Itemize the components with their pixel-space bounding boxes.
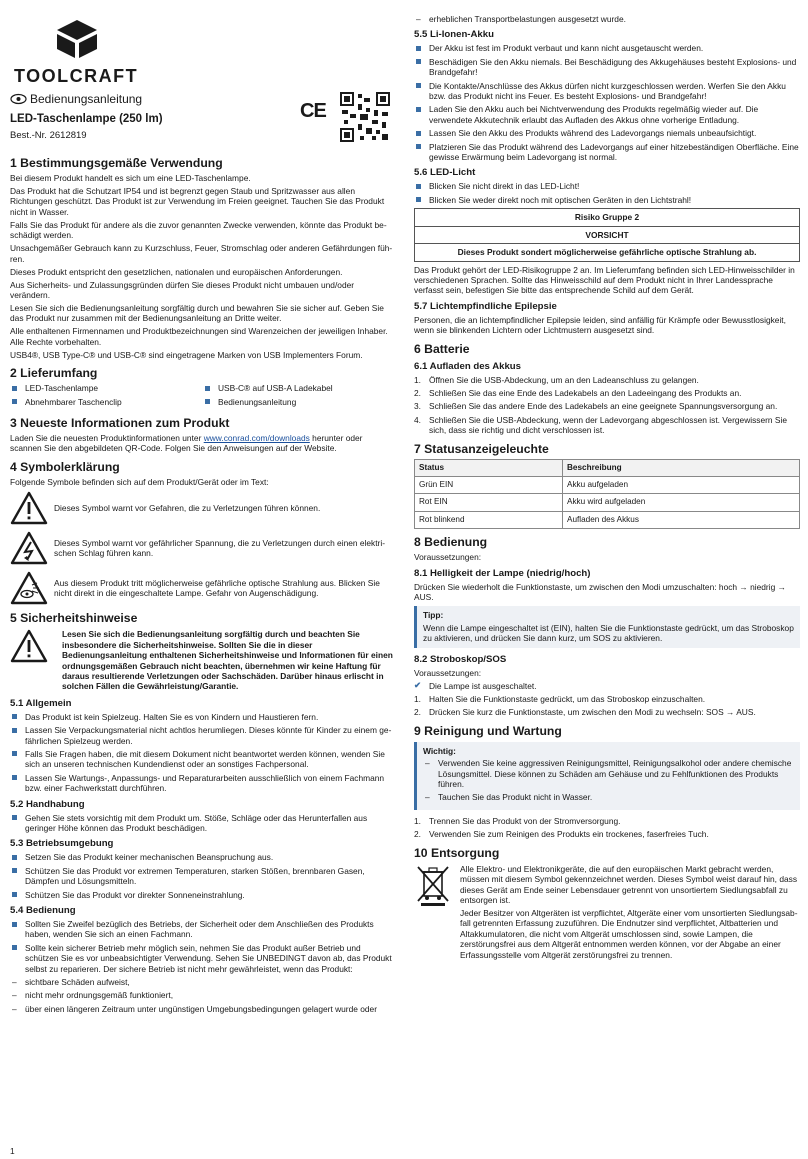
list-item: Falls Sie Fragen haben, die mit diesem Dokument nicht beantwortet werden können, wenden Sie sich an unseren technischen Kundendienst oder an sonstiges Fachpersonal. [10, 749, 396, 770]
section-8-2-title: 8.2 Stroboskop/SOS [414, 653, 507, 665]
s54-list [10, 919, 396, 974]
s1-para: Lesen Sie sich die Bedienungsanleitung sorgfältig durch und bewahren Sie sie sicher auf. Geben Sie das Produkt nur zusammen mit der Bedienungsanleitung an Dritte weiter. [10, 303, 384, 324]
symbol-desc: Dieses Symbol warnt vor Gefahren, die zu Verletzungen führen können. [54, 503, 321, 514]
section-10-title: 10 Entsorgung [414, 845, 500, 860]
list-item: – Tauchen Sie das Produkt nicht in Wasser. [425, 792, 593, 803]
list-item: Blicken Sie nicht direkt in das LED-Licht! [414, 181, 800, 191]
disposal-row [414, 864, 800, 963]
section-5-5-title: 5.5 Li-Ionen-Akku [414, 29, 494, 41]
list-item: 1. Öffnen Sie die USB-Abdeckung, um an den Ladeanschluss zu gelangen. [414, 374, 699, 385]
section-4 [10, 460, 396, 605]
s1-para: Falls Sie das Produkt für andere als die zuvor genannten Zwecke verwenden, könnte das Produkt beschädigt werden. [10, 219, 387, 241]
list-item: Laden Sie den Akku auch bei Nichtverwendung des Produkts regelmäßig wieder auf. Die verwendete Akkutechnik erlaubt das Aufladen des Akkus ohne vorherige Entladung. [414, 104, 800, 125]
symbol-row [10, 491, 396, 525]
list-item: Sollte kein sicherer Betrieb mehr möglich sein, nehmen Sie das Produkt außer Betrieb und schützen Sie es vor unbeabsichtigter Verwendung. Sehen Sie UNBEDINGT davon ab, das Produkt selbst zu reparieren. Der sichere Betrieb ist nicht mehr gewährleistet, wenn das Produkt: [10, 943, 396, 974]
list-item: – über einen längeren Zeitraum unter ungünstigen Umgebungsbedingungen gelagert wurde oder [12, 1003, 377, 1014]
table-header: Status [415, 459, 563, 476]
crossed-bin-icon [414, 864, 452, 906]
s9-steps [414, 816, 800, 840]
list-item: – erheblichen Transportbelastungen ausgesetzt wurde. [416, 14, 626, 24]
delivery-list [10, 383, 396, 410]
section-1 [10, 156, 396, 360]
symbol-row [10, 531, 396, 565]
table-cell: Akku wird aufgeladen [563, 494, 800, 511]
brand-header [10, 0, 396, 92]
table-header: Beschreibung [563, 459, 800, 476]
risk-para: Das Produkt gehört der LED-Risikogruppe 2 an. Im Lieferumfang befinden sich LED-Hinweisschilder in verschiedenen Sprachen. Sollte das Hinweisschild auf dem Produkt nicht in Ihrer Landessprache verfasst sein, befestigen Sie bitte das entsprechende Schild auf dem Gerät. [414, 264, 795, 296]
list-item: Bedienungsanleitung [203, 397, 396, 407]
downloads-link[interactable]: www.conrad.com/downloads [203, 433, 310, 444]
list-item: Schützen Sie das Produkt vor direkter Sonneneinstrahlung. [10, 890, 396, 900]
section-5-title: 5 Sicherheitshinweise [10, 611, 138, 626]
list-item: 4. Schließen Sie die USB-Abdeckung, wenn der Ladevorgang abgeschlossen ist. Vergewissern Sie sich, dass sie richtig und dicht verschlossen ist. [414, 414, 788, 436]
table-header-row [415, 459, 800, 476]
qr-code-icon [340, 92, 390, 142]
table-cell: Rot EIN [415, 494, 563, 511]
table-cell: Aufladen des Akkus [563, 511, 800, 528]
symbol-desc: Dieses Symbol warnt vor gefährlicher Spannung, die zu Verletzungen durch einen elektrischen Schlag führen kann. [54, 537, 386, 559]
table-row [415, 476, 800, 493]
list-item: Der Akku ist fest im Produkt verbaut und kann nicht ausgetauscht werden. [414, 43, 800, 53]
list-item: 2. Drücken Sie kurz die Funktionstaste, um zwischen den Modi zu wechseln: SOS → AUS. [414, 707, 756, 718]
list-item: Sollten Sie Zweifel bezüglich des Betriebs, der Sicherheit oder dem Anschließen des Produkts haben, wenden Sie sich an einen Fachmann. [10, 919, 396, 940]
s52-list [10, 813, 396, 834]
warning-triangle-icon [10, 629, 48, 663]
section-2-title: 2 Lieferumfang [10, 366, 98, 381]
section-2 [10, 366, 396, 410]
table-cell: Grün EIN [415, 476, 563, 493]
table-row [415, 494, 800, 511]
list-item: Die Kontakte/Anschlüsse des Akkus dürfen nicht kurzgeschlossen werden. Werfen Sie den Akku bzw. das Produkt nicht ins Feuer. Es besteht Explosions- und Brandgefahr! [414, 81, 800, 102]
section-5-1-title: 5.1 Allgemein [10, 697, 72, 709]
brand-name: TOOLCRAFT [14, 66, 139, 86]
s1-para: Bei diesem Produkt handelt es sich um eine LED-Taschenlampe. [10, 173, 251, 183]
section-5-3-title: 5.3 Betriebsumgebung [10, 838, 114, 850]
tip-box [414, 606, 800, 647]
list-item: Lassen Sie Wartungs-, Anpassungs- und Reparaturarbeiten ausschließlich von einem Fachmann bzw. einer Fachwerkstatt durchführen. [10, 773, 396, 794]
high-voltage-icon [10, 531, 48, 565]
list-item: Lassen Sie Verpackungsmaterial nicht achtlos herumliegen. Dieses könnte für Kinder zu einem gefährlichen Spielzeug werden. [10, 725, 396, 746]
risk-caution-label: VORSICHT [415, 227, 799, 244]
list-item: Lassen Sie den Akku des Produkts während des Ladevorgangs niemals unbeaufsichtigt. [414, 128, 800, 138]
symbol-row [10, 571, 396, 605]
ce-mark: CE [300, 100, 326, 122]
section-4-title: 4 Symbolerklärung [10, 459, 120, 474]
risk-text: Dieses Produkt sondert möglicherweise gefährliche optische Strahlung ab. [457, 247, 757, 258]
s1-para: USB4®, USB Type-C® und USB-C® sind eingetragene Marken von USB Implementers Forum. [10, 349, 363, 360]
symbol-desc: Aus diesem Produkt tritt möglicherweise gefährliche optische Strahlung aus. Blicken Sie nicht direkt in die eingeschaltete Lampe. Gefahr von Augenschädigung. [54, 577, 380, 599]
list-item: – sichtbare Schäden aufweist, [12, 977, 130, 988]
table-cell: Akku aufgeladen [563, 476, 800, 493]
table-cell: Rot blinkend [415, 511, 563, 528]
s61-steps [414, 375, 800, 436]
s3-para: Laden Sie die neuesten Produktinformationen unter www.conrad.com/downloads herunter oder scannen Sie den abgebildeten QR-Code. Folgen Sie den Anweisungen auf der Website. [10, 433, 363, 454]
section-5-6-title: 5.6 LED-Licht [414, 167, 476, 179]
doc-type-row [10, 92, 396, 106]
list-item: 3. Schließen Sie das andere Ende des Ladekabels an eine geeignete Spannungsversorgung an. [414, 401, 778, 412]
risk-group-label: Risiko Gruppe 2 [415, 209, 799, 226]
list-item: USB-C® auf USB-A Ladekabel [203, 383, 396, 393]
important-title: Wichtig: [423, 745, 456, 756]
list-item: 1. Halten Sie die Funktionstaste gedrückt, um das Stroboskop einzuschalten. [414, 694, 706, 705]
table-row [415, 511, 800, 528]
checkmark-icon: ✔ [414, 679, 422, 690]
tip-text: Wenn die Lampe eingeschaltet ist (EIN), halten Sie die Funktionstaste gedrückt, um das Stroboskop zu aktivieren, und drücken Sie dann kurz, um SOS zu aktivieren. [423, 622, 794, 644]
list-item: Gehen Sie stets vorsichtig mit dem Produkt um. Stöße, Schläge oder das Herunterfallen aus geringer Höhe können das Produkt beschädigen. [10, 813, 396, 834]
section-3-title: 3 Neueste Informationen zum Produkt [10, 416, 230, 431]
optical-radiation-icon [10, 571, 48, 605]
list-item: 1. Trennen Sie das Produkt von der Stromversorgung. [414, 815, 621, 826]
check-row [414, 681, 800, 691]
s57-para: Personen, die an lichtempfindlicher Epilepsie leiden, sind anfällig für Krämpfe oder Bewusstlosigkeit, wenn sie blinkenden Lichtern oder Lichtmustern ausgesetzt sind. [414, 314, 786, 336]
s10-para: Alle Elektro- und Elektronikgeräte, die auf den europäischen Markt gebracht werden, müssen mit diesem Symbol gekennzeichnet werden. Dieses Symbol weist darauf hin, dass dieses Gerät am Ende seiner Lebensdauer getrennt von unsortiertem Siedlungsabfall zu entsorgen ist. [460, 863, 798, 905]
warning-triangle-icon [10, 491, 48, 525]
eye-icon [10, 93, 27, 105]
order-number: Best.-Nr. 2612819 [10, 130, 87, 141]
s1-para: Dieses Produkt entspricht den gesetzlichen, nationalen und europäischen Anforderungen. [10, 266, 343, 277]
safety-warning-text: Lesen Sie sich die Bedienungsanleitung sorgfältig durch und beachten Sie insbesondere die Sicherheitshinweise. Sollten Sie die in dieser Bedienungsanleitung enthaltenen Sicherheitshinweise und Informationen für einen ordnungsgemäßen Gebrauch nicht beachten, übernehmen wir keine Haftung für daraus resultierende Verletzungen oder Sachschäden. Darüber hinaus erlischt in solchen Fällen die Gewährleistung/Garantie. [62, 629, 393, 692]
list-item: 2. Verwenden Sie zum Reinigen des Produkts ein trockenes, faserfreies Tuch. [414, 829, 709, 840]
risk-group-box [414, 208, 800, 261]
section-5-7-title: 5.7 Lichtempfindliche Epilepsie [414, 300, 557, 312]
s56-list [414, 181, 800, 205]
section-5-4-title: 5.4 Bedienung [10, 905, 76, 916]
doc-type: Bedienungsanleitung [30, 92, 143, 106]
s8-pre: Voraussetzungen: [414, 552, 482, 563]
s1-para: Aus Sicherheits- und Zulassungsgründen dürfen Sie dieses Produkt nicht umbauen und/oder verändern. [10, 279, 355, 301]
s1-para: Unsachgemäßer Gebrauch kann zu Kurzschluss, Feuer, Stromschlag oder anderen Gefährdungen führen. [10, 243, 393, 264]
list-item: Blicken Sie weder direkt noch mit optischen Geräten in den Lichtstrahl! [414, 195, 800, 205]
section-1-title: 1 Bestimmungsgemäße Verwendung [10, 156, 223, 170]
check-text: Die Lampe ist ausgeschaltet. [429, 680, 537, 691]
section-6-1-title: 6.1 Aufladen des Akkus [414, 360, 521, 372]
list-item: Das Produkt ist kein Spielzeug. Halten Sie es von Kindern und Haustieren fern. [10, 712, 396, 722]
s10-para: Jeder Besitzer von Altgeräten ist verpflichtet, Altgeräte einer vom unsortierten Siedlungsabfall getrennten Erfassung zuzuführen. Die Endnutzer sind verpflichtet, Altbatterien und Altakkumulatoren, die nicht vom Altgerät umschlossen sind, sowie Lampen, die zerstörungsfrei aus dem Altgerät entnommen werden können, vor der Abgabe an einer Erfassungsstelle vom Altgerät zerstörungsfrei zu trennen. [460, 907, 798, 960]
product-title: LED-Taschenlampe (250 lm) [10, 113, 163, 125]
list-item: Abnehmbarer Taschenclip [10, 397, 203, 407]
list-item: Beschädigen Sie den Akku niemals. Bei Beschädigung des Akkugehäuses besteht Explosions- und Brandgefahr! [414, 57, 800, 78]
s54-dash-list-cont [414, 14, 800, 24]
list-item: – nicht mehr ordnungsgemäß funktioniert, [12, 990, 174, 1001]
s4-intro: Folgende Symbole befinden sich auf dem Produkt/Gerät oder im Text: [10, 476, 269, 487]
s82-pre: Voraussetzungen: [414, 667, 482, 678]
s81-para: Drücken Sie wiederholt die Funktionstaste, um zwischen den Modi umzuschalten: hoch → niedrig → AUS. [414, 581, 786, 602]
s1-para: Das Produkt hat die Schutzart IP54 und ist begrenzt gegen Staub und Spritzwasser aus allen Richtungen geschützt. Das Produkt ist zur Verwendung im Freien geeignet. Tauchen Sie das Produkt nicht in Wasser. [10, 186, 385, 217]
disposal-text [452, 864, 800, 963]
section-5-2-title: 5.2 Handhabung [10, 798, 85, 810]
tip-title: Tipp: [423, 610, 444, 621]
section-8-title: 8 Bedienung [414, 535, 488, 550]
status-table [414, 459, 800, 530]
right-column [414, 14, 800, 969]
list-item: – Verwenden Sie keine aggressiven Reinigungsmittel, Reinigungsalkohol oder andere chemische Lösungsmittel. Diese können zu Schäden am Gehäuse und zu Fehlfunktionen des Produkts führen. [425, 758, 792, 790]
section-5 [10, 611, 396, 1014]
section-8-1-title: 8.1 Helligkeit der Lampe (niedrig/hoch) [414, 567, 591, 579]
important-box [414, 742, 800, 810]
section-9-title: 9 Reinigung und Wartung [414, 723, 562, 738]
page-number: 1 [10, 1146, 15, 1156]
s53-list [10, 852, 396, 900]
important-list [423, 758, 794, 803]
list-item: Setzen Sie das Produkt keiner mechanischen Beanspruchung aus. [10, 852, 396, 862]
s1-para: Alle enthaltenen Firmennamen und Produktbezeichnungen sind Warenzeichen der jeweiligen Inhaber. Alle Rechte vorbehalten. [10, 326, 388, 347]
s82-steps [414, 694, 800, 718]
s55-list [414, 43, 800, 162]
toolcraft-logo-icon [55, 18, 99, 60]
section-7-title: 7 Statusanzeigeleuchte [414, 441, 549, 456]
s54-dash-list [10, 977, 396, 1014]
section-3 [10, 416, 396, 454]
s51-list [10, 712, 396, 794]
list-item: Platzieren Sie das Produkt während des Ladevorgangs auf einer hitzebeständigen Oberfläche. Eine gewisse Erwärmung beim Ladevorgang ist normal. [414, 142, 800, 163]
section-6-title: 6 Batterie [414, 341, 470, 356]
list-item: 2. Schließen Sie das eine Ende des Ladekabels an den Ladeeingang des Produkts an. [414, 387, 742, 398]
left-column [10, 0, 396, 1156]
list-item: Schützen Sie das Produkt vor extremen Temperaturen, starken Stößen, brennbaren Gasen, Dämpfen und Lösungsmitteln. [10, 866, 396, 887]
list-item: LED-Taschenlampe [10, 383, 203, 393]
safety-warning [10, 629, 396, 691]
